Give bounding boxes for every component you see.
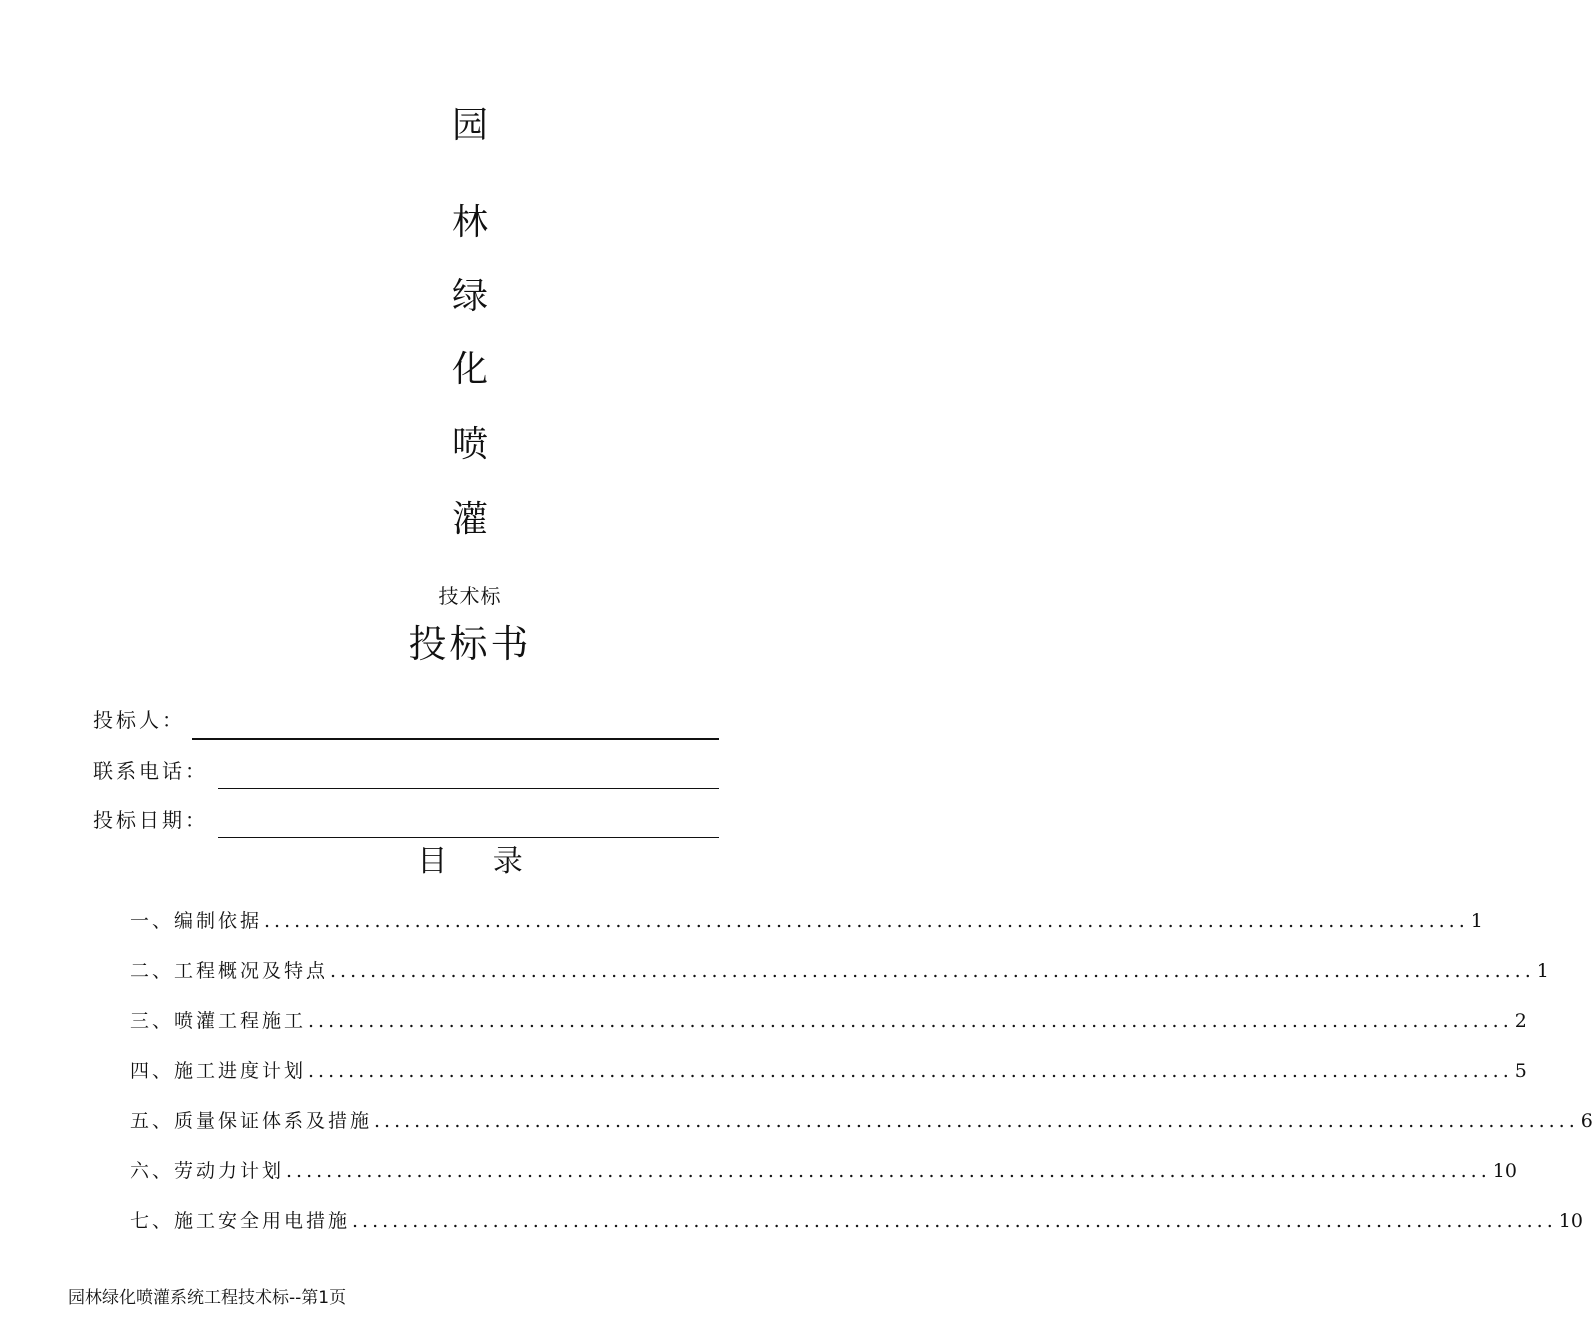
cover-title-char: 林 bbox=[451, 202, 488, 243]
toc-entry-page: 1 bbox=[1470, 910, 1483, 932]
toc-leader-dots: ........................................................................................................................ bbox=[308, 1010, 1513, 1032]
toc-entry[interactable] bbox=[130, 1206, 1583, 1256]
toc-entry-label: 六、劳动力计划 bbox=[130, 1160, 285, 1182]
toc-entry[interactable] bbox=[130, 1156, 1517, 1206]
toc-entry-label: 一、编制依据 bbox=[130, 910, 263, 932]
toc-entry[interactable] bbox=[130, 1006, 1527, 1056]
toc-leader-dots: ........................................................................................................................ bbox=[308, 1060, 1513, 1082]
toc-leader-dots: ........................................................................................................................ bbox=[374, 1110, 1579, 1132]
toc-leader-dots: ........................................................................................................................ bbox=[330, 960, 1535, 982]
toc-entry-label: 四、施工进度计划 bbox=[130, 1060, 307, 1082]
cover-title-char: 喷 bbox=[451, 424, 488, 465]
toc-entry-page: 1 bbox=[1536, 960, 1549, 982]
toc-entry[interactable] bbox=[130, 1106, 1593, 1156]
toc-title: 目 录 bbox=[417, 844, 541, 879]
bidder-field-line bbox=[192, 738, 719, 740]
phone-field-line bbox=[218, 788, 719, 789]
toc-entry-label: 五、质量保证体系及措施 bbox=[130, 1110, 373, 1132]
table-of-contents bbox=[130, 906, 1593, 1256]
toc-entry-page: 2 bbox=[1514, 1010, 1527, 1032]
phone-field-label: 联系电话： bbox=[93, 759, 208, 783]
toc-entry-label: 七、施工安全用电措施 bbox=[130, 1210, 351, 1232]
toc-entry-page: 5 bbox=[1514, 1060, 1527, 1082]
bid-date-field-line bbox=[218, 837, 719, 838]
toc-entry-label: 二、工程概况及特点 bbox=[130, 960, 329, 982]
cover-title-char: 化 bbox=[451, 349, 488, 390]
toc-leader-dots: ........................................................................................................................ bbox=[286, 1160, 1491, 1182]
toc-entry-label: 三、喷灌工程施工 bbox=[130, 1010, 307, 1032]
toc-leader-dots: ........................................................................................................................ bbox=[264, 910, 1469, 932]
cover-subtitle: 技术标 bbox=[438, 584, 502, 608]
toc-entry[interactable] bbox=[130, 906, 1483, 956]
cover-main-title: 投标书 bbox=[408, 622, 532, 666]
toc-entry[interactable] bbox=[130, 956, 1549, 1006]
bid-date-field-label: 投标日期： bbox=[93, 808, 208, 832]
toc-leader-dots: ........................................................................................................................ bbox=[352, 1210, 1557, 1232]
toc-entry-page: 10 bbox=[1558, 1210, 1583, 1232]
cover-title-char: 园 bbox=[451, 105, 488, 146]
cover-title-char: 灌 bbox=[451, 499, 488, 540]
toc-entry-page: 10 bbox=[1492, 1160, 1517, 1182]
bidder-field-label: 投标人： bbox=[93, 708, 185, 732]
page-footer: 园林绿化喷灌系统工程技术标--第1页 bbox=[68, 1288, 347, 1308]
toc-entry-page: 6 bbox=[1580, 1110, 1593, 1132]
toc-entry[interactable] bbox=[130, 1056, 1527, 1106]
cover-title-char: 绿 bbox=[451, 276, 488, 317]
